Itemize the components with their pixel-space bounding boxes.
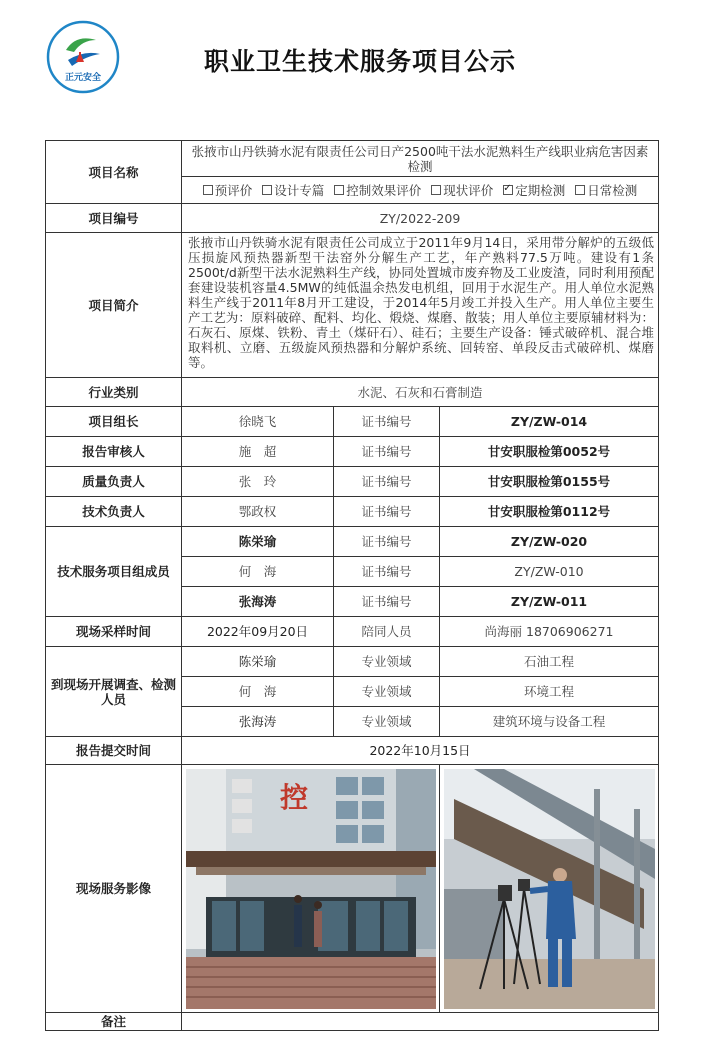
reviewer-cert-label: 证书编号: [334, 437, 440, 467]
team-member-cert-label: 证书编号: [334, 587, 440, 617]
team-member-cert-label: 证书编号: [334, 527, 440, 557]
option-pre-evaluation[interactable]: 预评价: [203, 183, 253, 198]
photo-cell-building: [182, 765, 440, 1013]
onsite-field: 建筑环境与设备工程: [440, 707, 659, 737]
report-date-label: 报告提交时间: [46, 737, 182, 765]
checkbox-icon: [203, 185, 213, 195]
onsite-field-label: 专业领域: [334, 677, 440, 707]
team-member-cert-label: 证书编号: [334, 557, 440, 587]
project-intro-label: 项目简介: [46, 233, 182, 378]
option-control-effect[interactable]: 控制效果评价: [334, 183, 421, 198]
onsite-member-name: 何 海: [182, 677, 334, 707]
onsite-member-name: 陈栄瑜: [182, 647, 334, 677]
option-daily-detection[interactable]: 日常检测: [575, 183, 637, 198]
option-status-evaluation[interactable]: 现状评价: [431, 183, 493, 198]
onsite-label: 到现场开展调查、检测人员: [46, 647, 182, 737]
technical-cert: 甘安职服检第0112号: [440, 497, 659, 527]
companion-value: 尚海丽 18706906271: [440, 617, 659, 647]
project-name-label: 项目名称: [46, 141, 182, 204]
technical-cert-label: 证书编号: [334, 497, 440, 527]
checkbox-icon: [262, 185, 272, 195]
sampling-date: 2022年09月20日: [182, 617, 334, 647]
leader-name: 徐晓飞: [182, 407, 334, 437]
team-member-cert: ZY/ZW-020: [440, 527, 659, 557]
onsite-field-label: 专业领域: [334, 647, 440, 677]
quality-cert: 甘安职服检第0155号: [440, 467, 659, 497]
reviewer-cert: 甘安职服检第0052号: [440, 437, 659, 467]
checked-checkbox-icon: [503, 185, 513, 195]
project-name-value: 张掖市山丹铁骑水泥有限责任公司日产2500吨干法水泥熟料生产线职业病危害因素检测: [182, 141, 659, 177]
option-periodic-detection[interactable]: ✓ 定期检测: [503, 183, 565, 198]
project-type-options: [182, 177, 659, 204]
team-member-name: 何 海: [182, 557, 334, 587]
publicity-table: [45, 140, 659, 1031]
team-member-cert: ZY/ZW-011: [440, 587, 659, 617]
reviewer-label: 报告审核人: [46, 437, 182, 467]
remark-value: [182, 1013, 659, 1031]
technical-name: 鄂政权: [182, 497, 334, 527]
project-number-value: ZY/2022-209: [182, 204, 659, 233]
onsite-field: 石油工程: [440, 647, 659, 677]
onsite-member-name: 张海涛: [182, 707, 334, 737]
checkbox-icon: [431, 185, 441, 195]
option-design[interactable]: 设计专篇: [262, 183, 324, 198]
report-date-value: 2022年10月15日: [182, 737, 659, 765]
checkbox-icon: [334, 185, 344, 195]
industry-label: 行业类别: [46, 378, 182, 407]
leader-label: 项目组长: [46, 407, 182, 437]
onsite-field-label: 专业领域: [334, 707, 440, 737]
companion-label: 陪同人员: [334, 617, 440, 647]
quality-label: 质量负责人: [46, 467, 182, 497]
project-intro-value: 张掖市山丹铁骑水泥有限责任公司成立于2011年9月14日，采用带分解炉的五级低压损旋风预热器新型干法窑外分解生产工艺，年产熟料77.5万吨。建设有1条2500t/d新型干法水泥熟料生产线，协同处置城市废弃物及工业废渣，同时利用预配套建设装机容量4.5MW的纯低温余热发电机组，回用于水泥生产。用人单位水泥熟料生产线于2011年8月开工建设，于2014年5月竣工并投入生产。用人单位主要生产工艺为：原料破碎、配料、均化、煅烧、煤磨、散装；用人单位主要原辅材料为：石灰石、原煤、铁粉、青土（煤矸石）、硅石；主要生产设备：锤式破碎机、混合堆取料机、立磨、五级旋风预热器和分解炉系统、回转窑、单段反击式破碎机、煤磨等。: [182, 233, 659, 378]
building-photo: [186, 769, 436, 1009]
team-member-cert: ZY/ZW-010: [440, 557, 659, 587]
project-number-label: 项目编号: [46, 204, 182, 233]
industry-value: 水泥、石灰和石膏制造: [182, 378, 659, 407]
team-label: 技术服务项目组成员: [46, 527, 182, 617]
photo-cell-kiln: [440, 765, 659, 1013]
remark-label: 备注: [46, 1013, 182, 1031]
reviewer-name: 施 超: [182, 437, 334, 467]
team-member-name: 陈栄瑜: [182, 527, 334, 557]
technical-label: 技术负责人: [46, 497, 182, 527]
team-member-name: 张海涛: [182, 587, 334, 617]
logo-text: 正元安全: [64, 73, 102, 83]
leader-cert-label: 证书编号: [334, 407, 440, 437]
building-sign: 控: [279, 780, 308, 814]
quality-name: 张 玲: [182, 467, 334, 497]
onsite-field: 环境工程: [440, 677, 659, 707]
page-title: 职业卫生技术服务项目公示: [203, 47, 516, 76]
checkbox-icon: [575, 185, 585, 195]
leader-cert: ZY/ZW-014: [440, 407, 659, 437]
kiln-photo: [444, 769, 655, 1009]
quality-cert-label: 证书编号: [334, 467, 440, 497]
sampling-label: 现场采样时间: [46, 617, 182, 647]
photos-label: 现场服务影像: [46, 765, 182, 1013]
